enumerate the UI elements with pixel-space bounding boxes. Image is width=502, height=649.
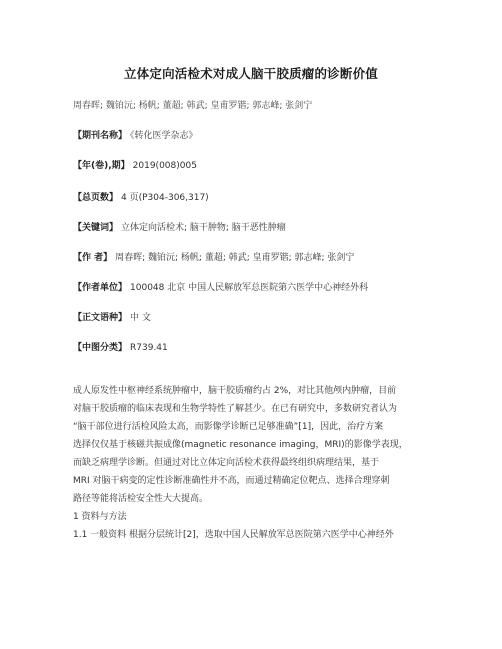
body-line: 对脑干胶质瘤的临床表现和生物学特性了解甚少。在已有研究中，多数研究者认为 — [73, 404, 398, 414]
meta-label: 【正文语种】 — [73, 313, 128, 323]
meta-issue — [73, 158, 197, 171]
author-list: 周春晖; 魏铂沅; 杨帆; 董超; 韩武; 皇甫罗锴; 郭志峰; 张剑宁 — [73, 101, 313, 111]
meta-value: 《转化医学杂志》 — [130, 131, 198, 141]
meta-value: 立体定向活检术; 脑干肿物; 脑干恶性肿瘤 — [121, 223, 286, 233]
meta-language — [73, 310, 151, 323]
meta-value: R739.41 — [130, 343, 168, 353]
meta-classification — [73, 340, 168, 353]
body-line: 成人原发性中枢神经系统肿瘤中，脑干胶质瘤约占 2%，对比其他颅内肿瘤，目前 — [73, 386, 397, 396]
section-heading: 1 资料与方法 — [73, 512, 127, 522]
meta-label: 【中图分类】 — [73, 343, 128, 353]
meta-keywords — [73, 220, 286, 233]
body-line: MRI 对脑干病变的定性诊断准确性并不高，而通过精确定位靶点、选择合理穿刺 — [73, 476, 390, 486]
body-line: “脑干部位进行活检风险太高，而影像学诊断已足够准确”[1]，因此，治疗方案 — [73, 422, 384, 432]
body-line: 而缺乏病理学诊断。但通过对比立体定向活检术获得最终组织病理结果，基于 — [73, 458, 380, 468]
body-line: 选择仅仅基于核磁共振成像(magnetic resonance imaging，MRI)的影像学表现， — [73, 440, 408, 450]
meta-value: 周春晖; 魏铂沅; 杨帆; 董超; 韩武; 皇甫罗锴; 郭志峰; 张剑宁 — [115, 253, 355, 263]
article-title: 立体定向活检术对成人脑干胶质瘤的诊断价值 — [123, 66, 378, 81]
meta-label: 【关键词】 — [73, 223, 119, 233]
meta-value: 4 页(P304-306,317) — [121, 193, 209, 203]
meta-value: 2019(008)005 — [132, 161, 197, 171]
meta-label: 【作者单位】 — [73, 283, 128, 293]
article-body — [73, 382, 443, 544]
meta-value: 100048 北京 中国人民解放军总医院第六医学中心神经外科 — [130, 283, 369, 293]
meta-label: 【期刊名称】 — [73, 131, 128, 141]
meta-affiliation — [73, 280, 368, 293]
meta-authors — [73, 250, 354, 263]
meta-label: 【年(卷),期】 — [73, 161, 130, 171]
body-line: 路径等能将活检安全性大大提高。 — [73, 494, 209, 504]
meta-value: 中 文 — [130, 313, 151, 323]
body-line: 1.1 一般资料 根据分层统计[2]，选取中国人民解放军总医院第六医学中心神经外 — [73, 530, 394, 540]
meta-label: 【总页数】 — [73, 193, 119, 203]
meta-label: 【作 者】 — [73, 253, 113, 263]
meta-journal — [73, 128, 198, 141]
meta-pages — [73, 190, 209, 203]
